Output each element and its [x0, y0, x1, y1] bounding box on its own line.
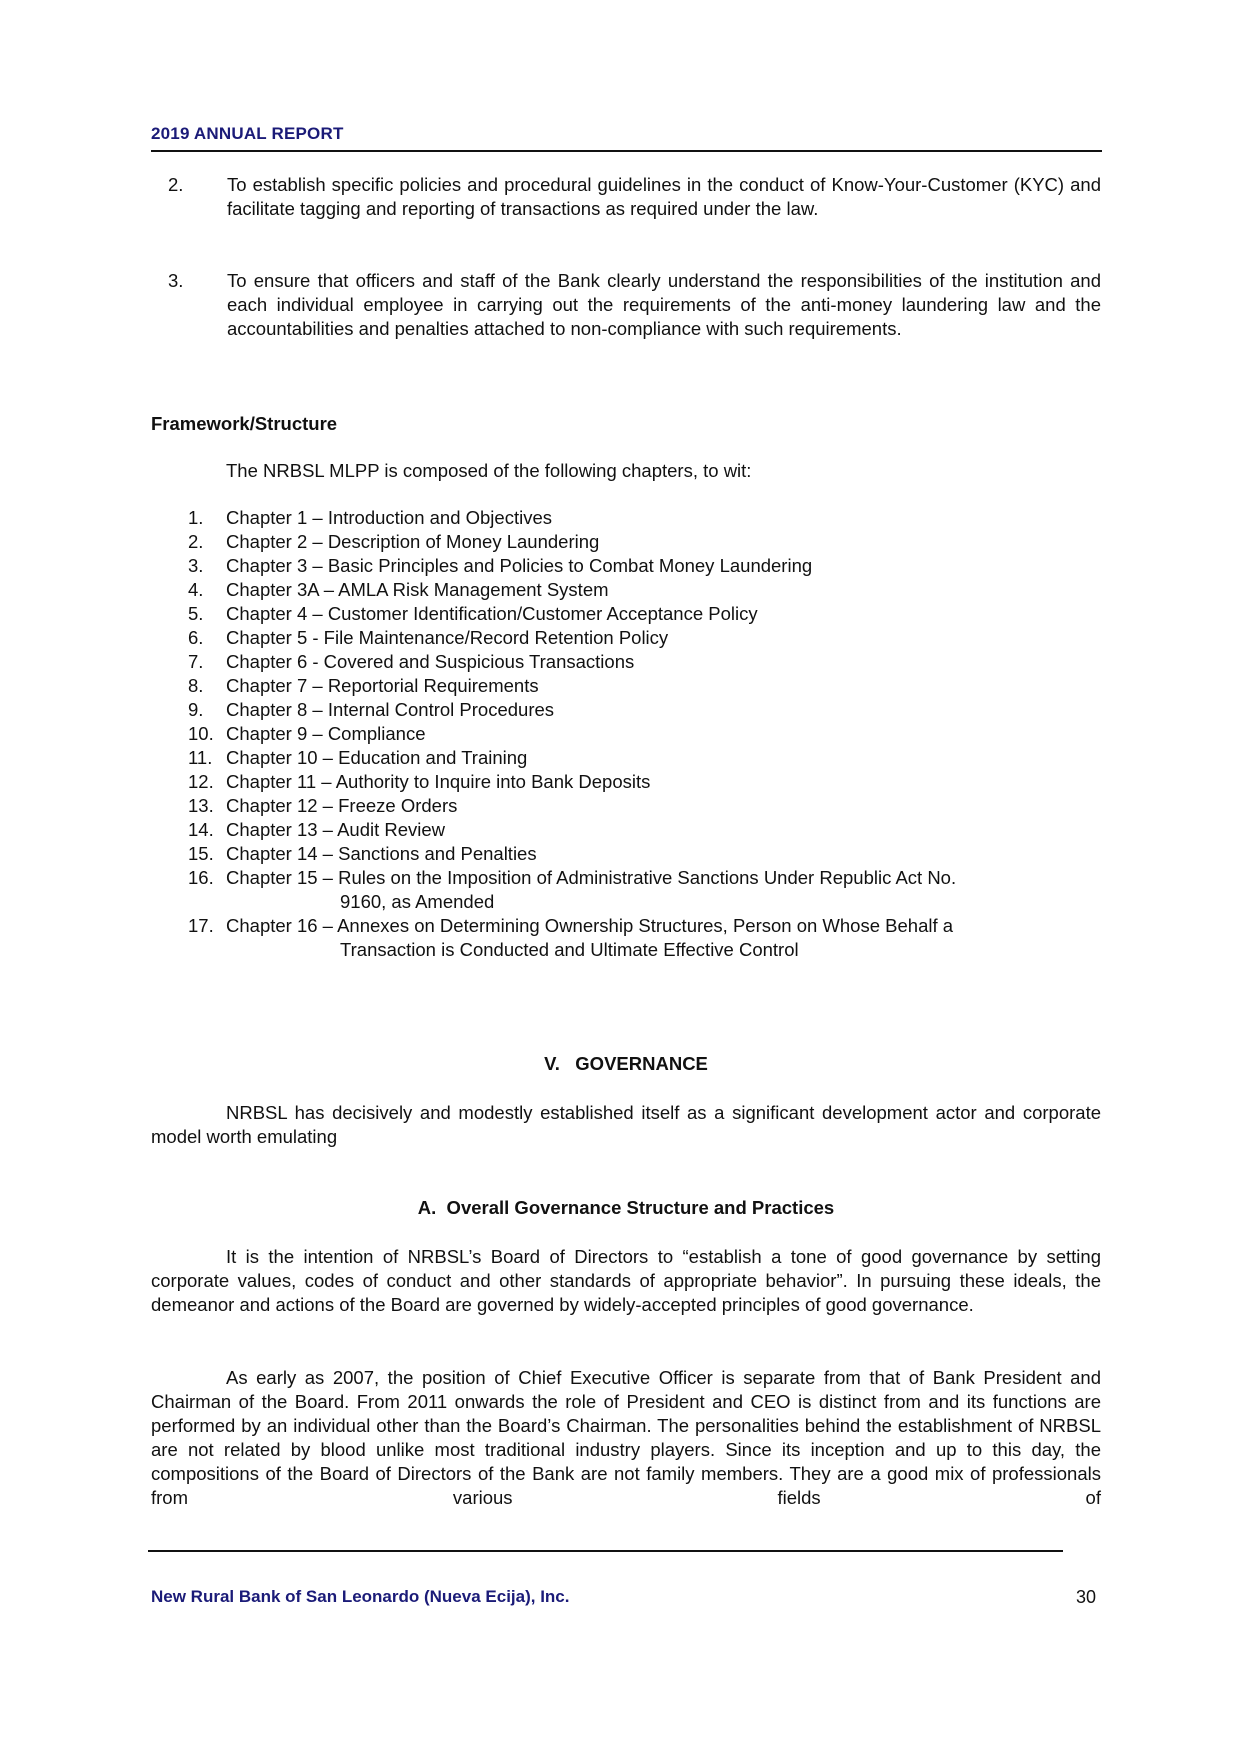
chapter-label: Chapter 10 – Education and Training: [226, 747, 528, 768]
chapter-item-continuation: [151, 890, 1101, 914]
chapter-label: Chapter 11 – Authority to Inquire into Bank Deposits: [226, 771, 651, 792]
chapter-item: [151, 650, 1101, 674]
chapter-item: [151, 746, 1101, 770]
chapter-number: 4.: [188, 579, 204, 600]
objective-item: [151, 173, 1101, 221]
chapter-label: Chapter 8 – Internal Control Procedures: [226, 699, 555, 720]
objective-number: 3.: [168, 270, 184, 291]
chapter-item: [151, 794, 1101, 818]
chapter-item: [151, 914, 1101, 938]
chapter-label: Chapter 2 – Description of Money Laundering: [226, 531, 600, 552]
chapter-item: [151, 866, 1101, 890]
chapter-item: [151, 722, 1101, 746]
chapter-item: [151, 770, 1101, 794]
chapter-label: Chapter 4 – Customer Identification/Customer Acceptance Policy: [226, 603, 758, 624]
footer-company-name: New Rural Bank of San Leonardo (Nueva Ecija), Inc.: [151, 1587, 570, 1606]
governance-intro: NRBSL has decisively and modestly established itself as a significant development actor and corporate model worth emulating: [151, 1102, 1101, 1147]
chapter-number: 14.: [188, 819, 214, 840]
chapter-label-continuation: 9160, as Amended: [340, 891, 495, 912]
chapter-item: [151, 674, 1101, 698]
chapter-number: 3.: [188, 555, 204, 576]
framework-heading: Framework/Structure: [151, 413, 338, 434]
chapter-number: 13.: [188, 795, 214, 816]
chapter-item: [151, 842, 1101, 866]
chapter-label: Chapter 9 – Compliance: [226, 723, 426, 744]
framework-intro: The NRBSL MLPP is composed of the following chapters, to wit:: [226, 460, 752, 481]
chapter-label: Chapter 16 – Annexes on Determining Ownership Structures, Person on Whose Behalf a: [226, 915, 954, 936]
governance-paragraph: As early as 2007, the position of Chief Executive Officer is separate from that of Bank President and Chairman of the Board. From 2011 onwards the role of President and CEO is distinct from and its functions are performed by an individual other than the Board’s Chairman. The personalities behind the establishment of NRBSL are not related by blood unlike most traditional industry players. Since its inception and up to this day, the compositions of the Board of Directors of the Bank are not family members. They are a good mix of professionals from various fields of: [151, 1367, 1101, 1508]
subsection-heading-a: A. Overall Governance Structure and Practices: [417, 1197, 835, 1218]
chapter-number: 11.: [188, 747, 213, 768]
chapter-number: 12.: [188, 771, 214, 792]
footer-divider: [148, 1550, 1063, 1552]
objective-text: To ensure that officers and staff of the Bank clearly understand the responsibilities of the institution and each individual employee in carrying out the requirements of the anti-money laundering law and the accountabilities and penalties attached to non-compliance with such requirements.: [227, 270, 1101, 339]
chapter-item: [151, 554, 1101, 578]
chapter-item: [151, 530, 1101, 554]
chapter-item: [151, 698, 1101, 722]
chapter-number: 10.: [188, 723, 214, 744]
chapter-label: Chapter 14 – Sanctions and Penalties: [226, 843, 537, 864]
chapter-number: 9.: [188, 699, 204, 720]
chapter-number: 15.: [188, 843, 214, 864]
chapter-number: 17.: [188, 915, 214, 936]
chapter-label: Chapter 15 – Rules on the Imposition of Administrative Sanctions Under Republic Act No.: [226, 867, 957, 888]
chapter-item: [151, 626, 1101, 650]
objective-number: 2.: [168, 174, 184, 195]
chapter-list: [151, 506, 1101, 962]
chapter-number: 1.: [188, 507, 204, 528]
chapter-label: Chapter 13 – Audit Review: [226, 819, 446, 840]
report-header-title: 2019 ANNUAL REPORT: [151, 124, 344, 143]
chapter-label: Chapter 1 – Introduction and Objectives: [226, 507, 552, 528]
chapter-label: Chapter 3 – Basic Principles and Policies to Combat Money Laundering: [226, 555, 813, 576]
chapter-item: [151, 602, 1101, 626]
chapter-label: Chapter 12 – Freeze Orders: [226, 795, 458, 816]
section-heading-governance: V. GOVERNANCE: [544, 1053, 708, 1074]
chapter-label: Chapter 7 – Reportorial Requirements: [226, 675, 539, 696]
chapter-label-continuation: Transaction is Conducted and Ultimate Effective Control: [340, 939, 799, 960]
chapter-item: [151, 818, 1101, 842]
chapter-number: 8.: [188, 675, 204, 696]
chapter-item: [151, 506, 1101, 530]
governance-paragraph: It is the intention of NRBSL’s Board of Directors to “establish a tone of good governance by setting corporate values, codes of conduct and other standards of appropriate behavior”. In pursuing these ideals, the demeanor and actions of the Board are governed by widely-accepted principles of good governance.: [151, 1246, 1101, 1315]
chapter-label: Chapter 6 - Covered and Suspicious Transactions: [226, 651, 635, 672]
chapter-number: 16.: [188, 867, 214, 888]
chapter-number: 5.: [188, 603, 204, 624]
chapter-item: [151, 578, 1101, 602]
page-number: 30: [1076, 1587, 1097, 1607]
objective-text: To establish specific policies and procedural guidelines in the conduct of Know-Your-Customer (KYC) and facilitate tagging and reporting of transactions as required under the law.: [227, 174, 1101, 219]
objective-item: [151, 269, 1101, 341]
chapter-number: 7.: [188, 651, 204, 672]
chapter-label: Chapter 5 - File Maintenance/Record Retention Policy: [226, 627, 669, 648]
header-divider: [151, 150, 1102, 152]
chapter-item-continuation: [151, 938, 1101, 962]
chapter-number: 2.: [188, 531, 204, 552]
chapter-label: Chapter 3A – AMLA Risk Management System: [226, 579, 609, 600]
chapter-number: 6.: [188, 627, 204, 648]
